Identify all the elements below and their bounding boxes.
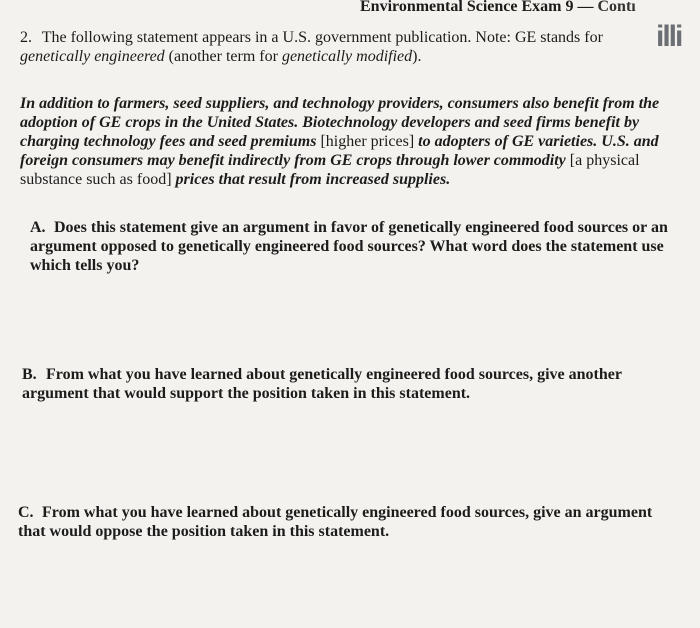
passage-part-3: prices that result from increased supplies. (171, 171, 451, 188)
question-prompt (20, 28, 650, 66)
subquestion-text: From what you have learned about genetically engineered food sources, give an argument that would oppose the position taken in this statement. (18, 504, 653, 540)
subquestion-text: From what you have learned about genetically engineered food sources, give another argument that would support the position taken in this statement. (22, 366, 622, 402)
subquestion-letter: B. (22, 366, 37, 383)
header-continued: Contı (597, 0, 636, 15)
subquestion-c (18, 503, 678, 541)
exam-title: Environmental Science Exam 9 (360, 0, 574, 15)
subquestion-a (30, 218, 670, 275)
exam-header (360, 0, 636, 16)
question-intro-close: ). (412, 48, 422, 65)
question-intro: The following statement appears in a U.S. government publication. Note: GE stands for (41, 29, 603, 46)
subquestion-b (22, 365, 662, 403)
passage-part-1: In addition to farmers, seed suppliers, and technology providers, consumers also benefit from the adoption of GE crops in the United States. Biotechnology developers and seed firms benefit by charging technology fees and seed premiums (20, 95, 660, 150)
question-intro-end: (another term for (168, 48, 278, 65)
corner-logo-mark: illi (656, 20, 682, 53)
subquestion-letter: C. (18, 504, 34, 521)
subquestion-letter: A. (30, 219, 46, 236)
passage-part-2: to adopters of GE varieties. U.S. and foreign consumers may benefit indirectly from GE crops through lower commodity (20, 133, 659, 169)
header-dash: — (577, 0, 594, 15)
quoted-passage (20, 94, 670, 189)
passage-bracket-2: [a physical substance such as food] (20, 152, 640, 188)
question-intro-term: genetically engineered (20, 48, 165, 65)
subquestion-text: Does this statement give an argument in favor of genetically engineered food sources or an argument opposed to genetically engineered food sources? What word does the statement use which tells you? (30, 219, 668, 274)
question-intro-term2: genetically modified (281, 48, 413, 65)
question-number: 2. (20, 29, 32, 46)
passage-bracket-1: [higher prices] (320, 133, 415, 150)
